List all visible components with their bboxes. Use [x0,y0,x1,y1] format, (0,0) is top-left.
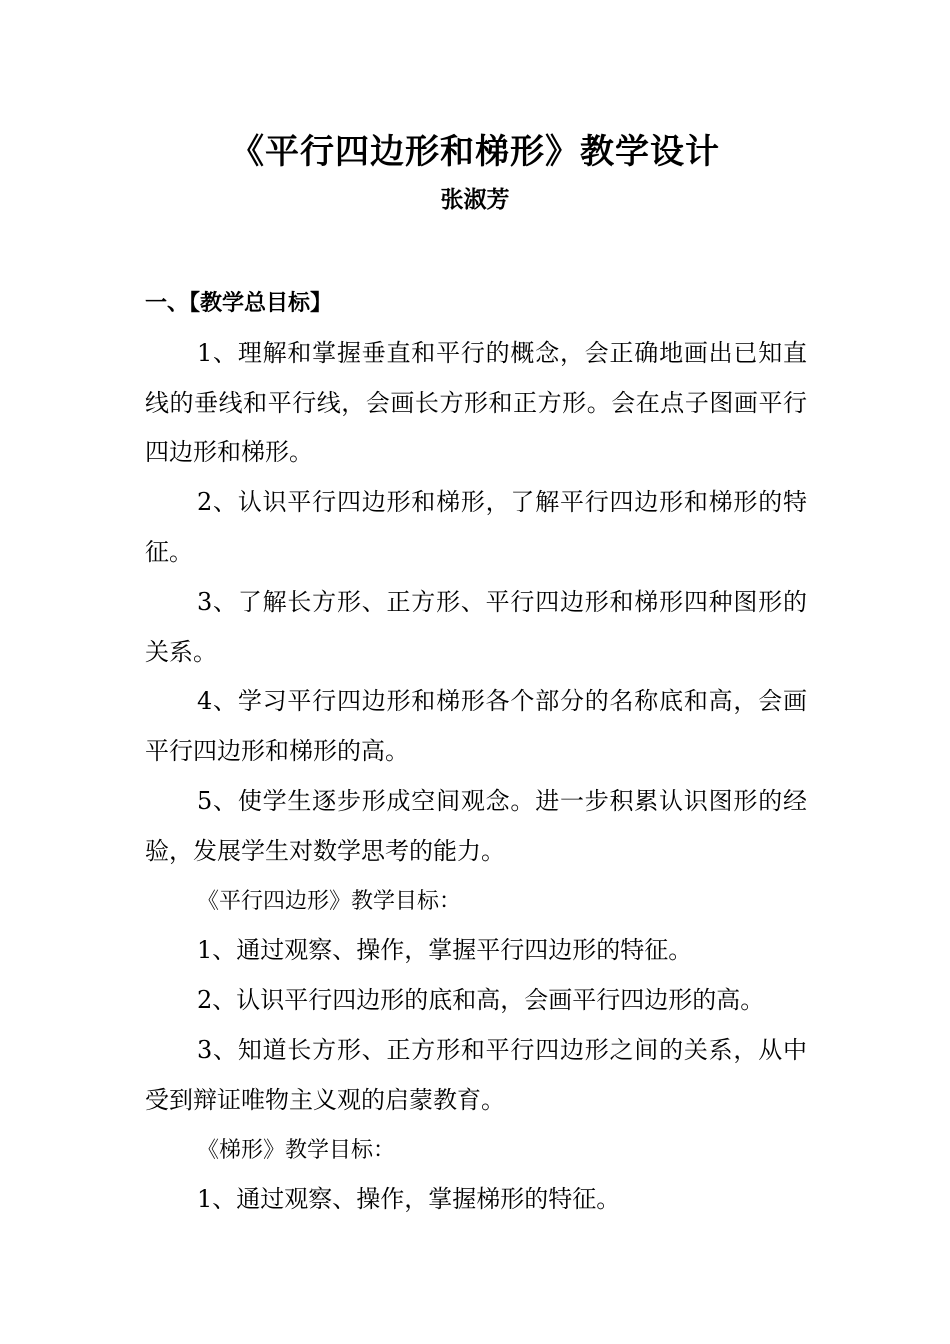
author-name: 张淑芳 [440,187,510,213]
goal-paragraph: 4、学习平行四边形和梯形各个部分的名称底和高，会画平行四边形和梯形的高。 [145,687,807,766]
parallelogram-goal: 1、通过观察、操作，掌握平行四边形的特征。 [197,936,693,965]
document-body [145,279,807,1225]
goal-paragraph: 2、认识平行四边形和梯形，了解平行四边形和梯形的特征。 [145,488,807,566]
document-title: 《平行四边形和梯形》教学设计 [230,132,720,172]
parallelogram-goal: 2、认识平行四边形的底和高，会画平行四边形的高。 [197,986,765,1015]
goal-paragraph: 5、使学生逐步形成空间观念。进一步积累认识图形的经验，发展学生对数学思考的能力。 [145,786,807,865]
trapezoid-heading: 《梯形》教学目标： [197,1137,396,1163]
parallelogram-goal: 3、知道长方形、正方形和平行四边形之间的关系，从中受到辩证唯物主义观的启蒙教育。 [145,1035,807,1114]
trapezoid-goal: 1、通过观察、操作，掌握梯形的特征。 [197,1185,621,1214]
goal-paragraph: 1、理解和掌握垂直和平行的概念，会正确地画出已知直线的垂线和平行线，会画长方形和正方形。会在点子图画平行四边形和梯形。 [145,338,807,467]
parallelogram-heading: 《平行四边形》教学目标： [197,888,462,914]
goal-paragraph: 3、了解长方形、正方形、平行四边形和梯形四种图形的关系。 [145,587,807,666]
section-heading: 一、【教学总目标】 [145,291,333,316]
